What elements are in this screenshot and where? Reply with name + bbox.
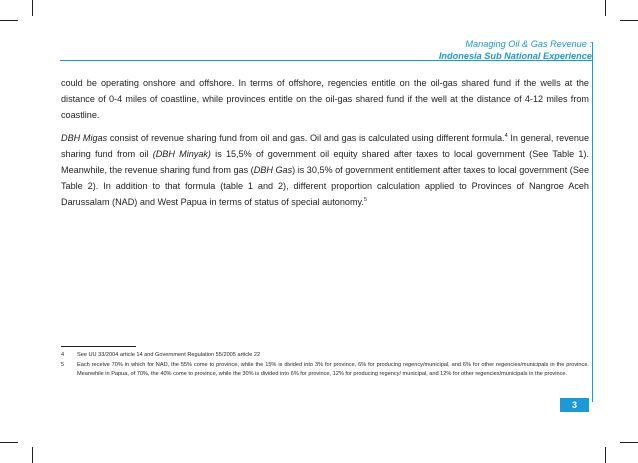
crop-mark [0, 442, 18, 443]
footnote-ref-4[interactable]: 4 [504, 133, 508, 139]
paragraph-2-text: In general, revenue sharing fund from oil [61, 133, 590, 159]
crop-mark [0, 20, 18, 21]
paragraph-2-text: is 15,5% of government oil equity shared after taxes to local government (See Table 1). Meanwhile, the revenue sharing fund from gas ( [61, 149, 589, 175]
footnote-number: 4 [61, 352, 65, 358]
paragraph-2 [61, 130, 589, 210]
term-dbh-gas: DBH Gas [253, 165, 293, 175]
paragraph-1: could be operating onshore and offshore. In terms of offshore, regencies entitle on the oil-gas shared fund if the wells at the distance of 0-4 miles of coastline, while provinces entitle on the oil-gas shared fund if the well at the distance of 4-12 miles from coastline. [61, 78, 589, 120]
footnote [61, 361, 589, 379]
header-rule [60, 60, 593, 61]
term-dbh-migas: DBH Migas [61, 133, 108, 143]
footnotes [61, 351, 589, 379]
footnote-separator [61, 346, 136, 347]
crop-mark [620, 442, 638, 443]
crop-mark [605, 447, 606, 463]
term-dbh-minyak: (DBH Minyak) [152, 149, 211, 159]
running-header [439, 39, 592, 62]
crop-mark [32, 447, 33, 463]
footnote-number: 5 [61, 361, 65, 368]
footnote-text: Each receive 70% in which for NAD, the 55% come to province, while the 15% is divided into 3% for province, 6% for producing regency/municipal, and 6% for other regencies/municipals in the province. Meanwhile in Papua, of 70%, the 40% come to province, while the 30% is divided into 6% for province, 12% for producing regency/ municipal, and 12% for other regencies/municipals in the province. [77, 361, 589, 377]
paragraph-2-text: ) is 30,5% of government entitlement after taxes to local government (See Table 2). In addition to that formula (table 1 and 2), different proportion calculation applied to Provinces of Nangroe Aceh Darussalam (NAD) and West Papua in terms of status of special autonomy. [61, 165, 589, 207]
footnote-ref-5[interactable]: 5 [363, 197, 367, 203]
crop-mark [32, 0, 33, 16]
crop-mark [620, 20, 638, 21]
footnote-text: See UU 33/2004 article 14 and Government Regulation 55/2005 article 22 [77, 352, 261, 358]
crop-mark [605, 0, 606, 16]
header-title-line2: Indonesia Sub National Experience [438, 50, 592, 61]
page-number: 3 [560, 398, 589, 412]
paragraph-2-text: consist of revenue sharing fund from oil and gas. Oil and gas is calculated using different formula. [107, 133, 505, 143]
body-text [61, 75, 589, 217]
footnote [61, 351, 589, 360]
header-title-line1: Managing Oil & Gas Revenue : [465, 39, 592, 49]
margin-rule [592, 42, 593, 402]
